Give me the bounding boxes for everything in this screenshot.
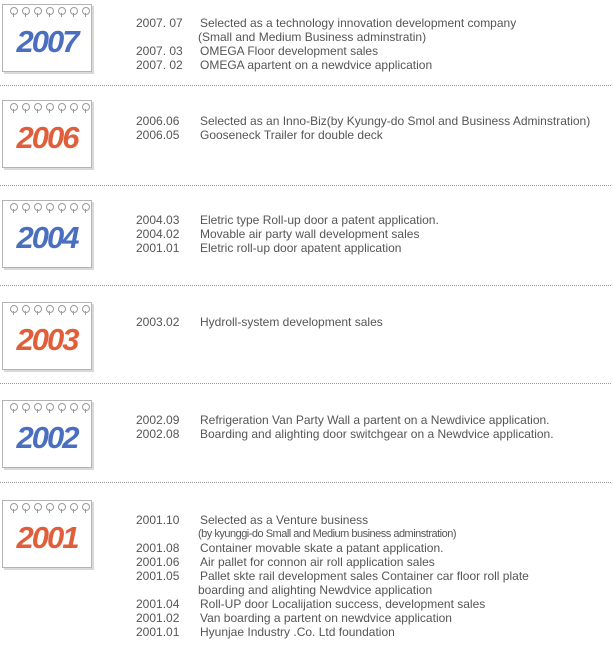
- history-list: [136, 413, 554, 441]
- entry-text: Air pallet for connon air roll application sales: [200, 555, 435, 569]
- year-section-2002: [0, 384, 613, 482]
- entry-date: 2007. 07: [136, 16, 183, 30]
- entry-text: OMEGA apartent on a newdvice application: [200, 58, 433, 72]
- entry-date: 2007. 02: [136, 58, 183, 72]
- entry-text: Roll-UP door Localijation success, development sales: [200, 597, 486, 611]
- entry-date: 2001.01: [136, 625, 180, 639]
- history-entry: [136, 611, 529, 625]
- calendar-icon: [2, 100, 92, 168]
- history-entry: [136, 555, 529, 569]
- calendar-icon: [2, 500, 92, 568]
- history-entry: [136, 241, 439, 255]
- history-list: [136, 114, 590, 142]
- entry-text: Gooseneck Trailer for double deck: [200, 128, 383, 142]
- year-section-2001: [0, 483, 613, 657]
- entry-date: 2002.08: [136, 427, 180, 441]
- entry-date: 2001.04: [136, 597, 180, 611]
- entry-subtext: (by kyunggi-do Small and Medium business adminstration): [198, 528, 457, 540]
- history-entry: [136, 128, 590, 142]
- entry-date: 2006.05: [136, 128, 180, 142]
- year-label: 2007: [16, 24, 78, 59]
- entry-text: Eletric roll-up door apatent application: [200, 241, 402, 255]
- entry-text: Pallet skte rail development sales Container car floor roll plate: [200, 569, 529, 583]
- history-entry: [136, 569, 529, 583]
- calendar-icon: [2, 302, 92, 370]
- year-label: 2004: [16, 220, 78, 255]
- entry-date: 2001.02: [136, 611, 180, 625]
- entry-date: 2004.02: [136, 227, 180, 241]
- entry-text: Van boarding a partent on newdvice application: [200, 611, 452, 625]
- entry-subtext: boarding and alighting Newdvice application: [198, 583, 433, 597]
- entry-date: 2002.09: [136, 413, 180, 427]
- history-list: [136, 213, 439, 255]
- entry-text: Hyunjae Industry .Co. Ltd foundation: [200, 625, 395, 639]
- entry-text: Refrigeration Van Party Wall a partent on a Newdivice application.: [200, 413, 550, 427]
- history-entry: [136, 597, 529, 611]
- calendar-icon: [2, 4, 92, 72]
- history-entry: [136, 44, 516, 58]
- history-entry: [136, 513, 529, 527]
- year-section-2003: [0, 286, 613, 383]
- entry-date: 2003.02: [136, 315, 180, 329]
- year-section-2004: [0, 186, 613, 283]
- history-entry: [136, 16, 516, 30]
- year-section-2006: [0, 86, 613, 183]
- history-entry: [136, 413, 554, 427]
- history-entry: [136, 427, 554, 441]
- calendar-icon: [2, 400, 92, 468]
- year-section-2007: [0, 0, 613, 85]
- entry-text: Boarding and alighting door switchgear on a Newdvice application.: [200, 427, 554, 441]
- entry-date: 2001.05: [136, 569, 180, 583]
- entry-date: 2001.10: [136, 513, 180, 527]
- history-entry: [136, 213, 439, 227]
- entry-date: 2001.08: [136, 541, 180, 555]
- entry-text: Selected as a technology innovation development company: [200, 16, 517, 30]
- calendar-icon: [2, 200, 92, 268]
- history-entry: [136, 541, 529, 555]
- history-list: [136, 16, 516, 72]
- history-list: [136, 315, 383, 329]
- year-label: 2001: [16, 520, 78, 555]
- entry-text: Hydroll-system development sales: [200, 315, 383, 329]
- history-list: [136, 513, 529, 639]
- entry-text: Eletric type Roll-up door a patent application.: [200, 213, 439, 227]
- entry-text: Movable air party wall development sales: [200, 227, 420, 241]
- entry-date: 2006.06: [136, 114, 180, 128]
- entry-date: 2001.01: [136, 241, 180, 255]
- entry-text: Selected as a Venture business: [200, 513, 369, 527]
- entry-subtext: (Small and Medium Business adminstratin): [198, 30, 427, 44]
- entry-date: 2001.06: [136, 555, 180, 569]
- entry-text: OMEGA Floor development sales: [200, 44, 379, 58]
- year-label: 2002: [16, 420, 78, 455]
- entry-date: 2004.03: [136, 213, 180, 227]
- entry-text: Selected as an Inno-Biz(by Kyungy-do Smol and Business Adminstration): [200, 114, 591, 128]
- entry-text: Container movable skate a patant application.: [200, 541, 444, 555]
- history-entry: [136, 315, 383, 329]
- history-entry: [136, 58, 516, 72]
- year-label: 2003: [16, 322, 78, 357]
- year-label: 2006: [16, 120, 78, 155]
- history-entry: [136, 227, 439, 241]
- history-entry: [136, 114, 590, 128]
- entry-date: 2007. 03: [136, 44, 183, 58]
- history-entry: [136, 625, 529, 639]
